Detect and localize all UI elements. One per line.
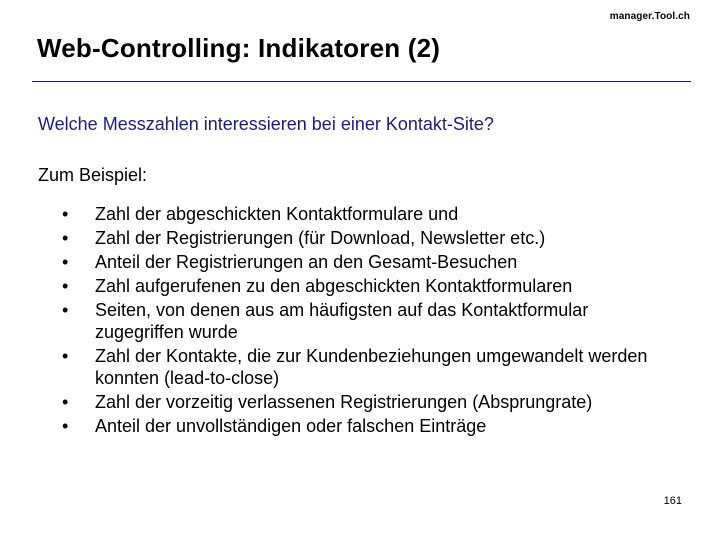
bullet-icon: • [62, 228, 69, 248]
bullet-icon: • [62, 252, 69, 272]
list-item-text: Zahl der Registrierungen (für Download, Newsletter etc.) [95, 228, 546, 248]
list-item [62, 251, 682, 273]
list-item-text: Zahl der Kontakte, die zur Kundenbeziehungen umgewandelt werden konnten (lead-to-close) [95, 346, 648, 388]
list-item [62, 203, 682, 225]
list-item [62, 275, 682, 297]
bullet-icon: • [62, 300, 69, 320]
title-divider [32, 81, 691, 82]
page-number: 161 [663, 495, 682, 507]
list-item [62, 415, 682, 437]
list-item-text: Zahl aufgerufenen zu den abgeschickten Kontaktformularen [95, 276, 573, 296]
list-item-text: Seiten, von denen aus am häufigsten auf das Kontaktformular zugegriffen wurde [95, 300, 589, 342]
intro-text: Zum Beispiel: [38, 165, 148, 185]
list-item-text: Zahl der abgeschickten Kontaktformulare und [95, 204, 459, 224]
brand-label: manager.Tool.ch [609, 11, 690, 22]
bullet-icon: • [62, 204, 69, 224]
slide-title: Web-Controlling: Indikatoren (2) [37, 33, 441, 63]
list-item-text: Anteil der unvollständigen oder falschen Einträge [95, 416, 487, 436]
question-text: Welche Messzahlen interessieren bei einer Kontakt-Site? [38, 114, 494, 134]
list-item [62, 299, 682, 343]
bullet-icon: • [62, 416, 69, 436]
list-item [62, 227, 682, 249]
bullet-list [62, 203, 682, 439]
list-item [62, 391, 682, 413]
list-item-text: Zahl der vorzeitig verlassenen Registrierungen (Absprungrate) [95, 392, 593, 412]
bullet-icon: • [62, 346, 69, 366]
list-item-text: Anteil der Registrierungen an den Gesamt-Besuchen [95, 252, 518, 272]
bullet-icon: • [62, 276, 69, 296]
list-item [62, 345, 682, 389]
bullet-icon: • [62, 392, 69, 412]
